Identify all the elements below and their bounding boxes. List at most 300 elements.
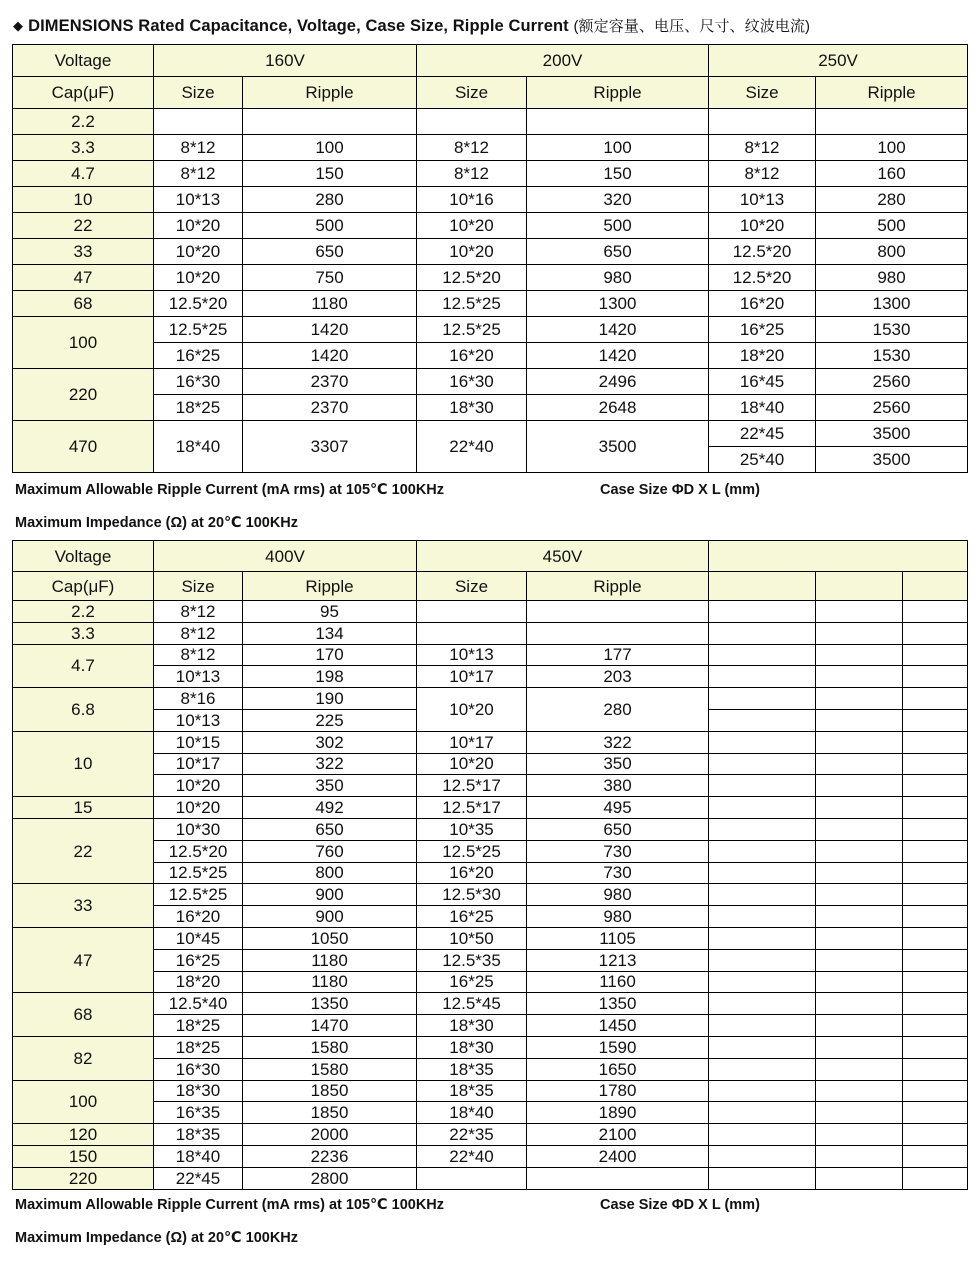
cap-header: Cap(μF)	[13, 77, 154, 109]
case-size-note: Case Size ΦD X L (mm)	[600, 482, 760, 498]
size-cell: 8*12	[154, 161, 243, 187]
ripple-cell: 1580	[243, 1036, 417, 1058]
ripple-cell	[243, 109, 417, 135]
ripple-cell: 1890	[527, 1102, 709, 1124]
size-cell: 16*30	[417, 369, 527, 395]
size-header: Size	[417, 572, 527, 601]
table-row	[13, 644, 968, 666]
size-cell: 18*40	[154, 1145, 243, 1167]
ripple-cell: 2800	[243, 1167, 417, 1189]
cap-cell: 120	[13, 1124, 154, 1146]
size-cell: 10*20	[417, 753, 527, 775]
cap-cell: 220	[13, 369, 154, 421]
table-row	[13, 291, 968, 317]
ripple-cell: 1420	[243, 317, 417, 343]
table-row	[13, 161, 968, 187]
voltage-450v-header: 450V	[417, 541, 709, 572]
empty-cell	[903, 884, 968, 906]
size-cell: 18*30	[154, 1080, 243, 1102]
ripple-cell: 730	[527, 862, 709, 884]
table-row	[13, 884, 968, 906]
empty-cell	[816, 688, 903, 710]
empty-cell	[709, 1015, 816, 1037]
size-cell: 22*40	[417, 1145, 527, 1167]
cap-header: Cap(μF)	[13, 572, 154, 601]
table-row	[13, 1145, 968, 1167]
size-cell: 16*20	[709, 291, 816, 317]
size-cell: 10*45	[154, 927, 243, 949]
size-cell: 16*30	[154, 1058, 243, 1080]
ripple-cell: 650	[243, 239, 417, 265]
ripple-cell: 1420	[527, 317, 709, 343]
ripple-cell: 100	[243, 135, 417, 161]
ripple-cell: 1650	[527, 1058, 709, 1080]
ripple-cell: 1180	[243, 949, 417, 971]
empty-cell	[709, 731, 816, 753]
ripple-cell: 1160	[527, 971, 709, 993]
size-header: Size	[709, 77, 816, 109]
size-cell: 16*20	[417, 343, 527, 369]
table-row	[13, 1015, 968, 1037]
size-cell: 8*12	[417, 161, 527, 187]
size-cell: 16*45	[709, 369, 816, 395]
size-cell: 18*30	[417, 1015, 527, 1037]
size-cell: 12.5*25	[154, 317, 243, 343]
cap-cell: 82	[13, 1036, 154, 1080]
size-cell: 8*12	[154, 135, 243, 161]
dimensions-table-1	[12, 44, 968, 473]
table-row	[13, 109, 968, 135]
size-cell: 8*12	[154, 601, 243, 623]
size-cell: 18*35	[417, 1080, 527, 1102]
voltage-empty-header	[709, 541, 968, 572]
empty-cell	[816, 622, 903, 644]
table-row	[13, 343, 968, 369]
ripple-cell: 730	[527, 840, 709, 862]
size-cell: 10*20	[154, 775, 243, 797]
ripple-cell: 1590	[527, 1036, 709, 1058]
ripple-cell: 2496	[527, 369, 709, 395]
empty-cell	[709, 1124, 816, 1146]
empty-cell	[816, 1058, 903, 1080]
ripple-cell: 280	[816, 187, 968, 213]
ripple-cell	[527, 601, 709, 623]
table-row	[13, 1058, 968, 1080]
size-cell: 22*45	[709, 421, 816, 447]
ripple-cell: 100	[816, 135, 968, 161]
size-cell: 16*25	[154, 343, 243, 369]
size-cell: 12.5*25	[417, 291, 527, 317]
cap-cell: 220	[13, 1167, 154, 1189]
empty-cell	[903, 1080, 968, 1102]
ripple-cell: 198	[243, 666, 417, 688]
ripple-cell: 500	[816, 213, 968, 239]
ripple-cell: 980	[527, 265, 709, 291]
cap-cell: 3.3	[13, 622, 154, 644]
ripple-cell	[527, 1167, 709, 1189]
voltage-250v-header: 250V	[709, 45, 968, 77]
table-row	[13, 797, 968, 819]
ripple-cell: 900	[243, 884, 417, 906]
ripple-cell	[527, 622, 709, 644]
size-header: Size	[154, 572, 243, 601]
ripple-cell: 322	[527, 731, 709, 753]
empty-cell	[903, 1036, 968, 1058]
ripple-note: Maximum Allowable Ripple Current (mA rms) at 105℃ 100KHz	[15, 482, 445, 498]
table-row	[13, 818, 968, 840]
ripple-cell: 3500	[527, 421, 709, 473]
ripple-cell: 280	[527, 688, 709, 732]
empty-cell	[709, 927, 816, 949]
size-cell: 12.5*30	[417, 884, 527, 906]
empty-cell	[816, 818, 903, 840]
size-cell: 12.5*17	[417, 775, 527, 797]
empty-cell	[903, 1124, 968, 1146]
ripple-cell: 350	[527, 753, 709, 775]
empty-cell	[816, 666, 903, 688]
empty-cell	[903, 622, 968, 644]
empty-cell	[903, 818, 968, 840]
ripple-cell: 2560	[816, 395, 968, 421]
empty-cell	[709, 688, 816, 710]
size-cell: 16*25	[709, 317, 816, 343]
empty-cell	[816, 1167, 903, 1189]
ripple-header: Ripple	[527, 77, 709, 109]
size-cell: 16*20	[417, 862, 527, 884]
size-cell: 12.5*25	[154, 884, 243, 906]
cap-cell: 6.8	[13, 688, 154, 732]
title-main: DIMENSIONS Rated Capacitance, Voltage, Case Size, Ripple Current	[28, 17, 569, 35]
ripple-cell: 980	[527, 906, 709, 928]
ripple-cell: 980	[816, 265, 968, 291]
size-cell: 10*20	[417, 239, 527, 265]
size-cell: 18*25	[154, 1015, 243, 1037]
empty-cell	[709, 1167, 816, 1189]
empty-cell	[709, 797, 816, 819]
size-cell: 18*25	[154, 395, 243, 421]
cap-cell: 22	[13, 213, 154, 239]
table-row	[13, 369, 968, 395]
ripple-cell: 280	[243, 187, 417, 213]
size-cell: 10*13	[154, 666, 243, 688]
size-cell: 12.5*20	[154, 840, 243, 862]
cap-cell: 3.3	[13, 135, 154, 161]
empty-cell	[903, 927, 968, 949]
ripple-cell: 3500	[816, 447, 968, 473]
empty-cell	[816, 1102, 903, 1124]
cap-cell: 68	[13, 291, 154, 317]
table-row	[13, 1036, 968, 1058]
empty-cell	[816, 1015, 903, 1037]
ripple-cell: 1850	[243, 1080, 417, 1102]
table-row	[13, 1102, 968, 1124]
empty-cell	[709, 666, 816, 688]
voltage-400v-header: 400V	[154, 541, 417, 572]
cap-cell: 33	[13, 239, 154, 265]
empty-cell	[816, 753, 903, 775]
empty-cell	[709, 1145, 816, 1167]
empty-cell	[903, 949, 968, 971]
size-cell: 10*17	[417, 731, 527, 753]
empty-header-cell	[816, 572, 903, 601]
cap-cell: 22	[13, 818, 154, 883]
size-cell: 12.5*25	[417, 840, 527, 862]
ripple-cell: 900	[243, 906, 417, 928]
ripple-cell: 800	[243, 862, 417, 884]
cap-cell: 47	[13, 927, 154, 992]
ripple-cell: 1213	[527, 949, 709, 971]
empty-cell	[709, 644, 816, 666]
empty-cell	[816, 906, 903, 928]
table-row	[13, 239, 968, 265]
empty-cell	[816, 884, 903, 906]
size-cell: 10*17	[154, 753, 243, 775]
size-cell: 12.5*40	[154, 993, 243, 1015]
size-cell: 16*30	[154, 369, 243, 395]
ripple-cell: 495	[527, 797, 709, 819]
ripple-cell: 2400	[527, 1145, 709, 1167]
cap-cell: 100	[13, 317, 154, 369]
ripple-cell: 650	[527, 239, 709, 265]
size-cell: 12.5*20	[709, 265, 816, 291]
size-cell: 12.5*17	[417, 797, 527, 819]
size-cell: 12.5*25	[417, 317, 527, 343]
size-cell: 22*45	[154, 1167, 243, 1189]
size-cell: 10*13	[154, 187, 243, 213]
ripple-cell	[816, 109, 968, 135]
empty-cell	[903, 993, 968, 1015]
size-cell: 18*20	[709, 343, 816, 369]
ripple-cell: 190	[243, 688, 417, 710]
table-row	[13, 601, 968, 623]
empty-cell	[903, 1167, 968, 1189]
empty-cell	[709, 906, 816, 928]
size-cell: 22*35	[417, 1124, 527, 1146]
size-cell: 10*20	[154, 213, 243, 239]
empty-cell	[903, 709, 968, 731]
empty-cell	[816, 927, 903, 949]
size-cell: 25*40	[709, 447, 816, 473]
cap-cell: 2.2	[13, 109, 154, 135]
ripple-cell: 302	[243, 731, 417, 753]
size-cell: 10*17	[417, 666, 527, 688]
size-cell: 16*20	[154, 906, 243, 928]
empty-cell	[903, 688, 968, 710]
size-cell	[417, 622, 527, 644]
ripple-cell: 100	[527, 135, 709, 161]
ripple-cell: 1350	[527, 993, 709, 1015]
size-cell: 18*30	[417, 1036, 527, 1058]
ripple-cell: 492	[243, 797, 417, 819]
size-cell: 8*12	[417, 135, 527, 161]
empty-cell	[903, 666, 968, 688]
empty-cell	[709, 1080, 816, 1102]
empty-cell	[709, 840, 816, 862]
empty-cell	[816, 840, 903, 862]
table-row	[13, 993, 968, 1015]
empty-cell	[816, 775, 903, 797]
size-cell: 10*20	[417, 688, 527, 732]
ripple-cell: 2560	[816, 369, 968, 395]
empty-cell	[816, 993, 903, 1015]
empty-cell	[709, 622, 816, 644]
table-row	[13, 317, 968, 343]
ripple-cell	[527, 109, 709, 135]
ripple-cell: 1780	[527, 1080, 709, 1102]
case-size-note: Case Size ΦD X L (mm)	[600, 1197, 760, 1213]
ripple-cell: 1470	[243, 1015, 417, 1037]
table-row	[13, 135, 968, 161]
size-cell: 10*35	[417, 818, 527, 840]
ripple-cell: 1850	[243, 1102, 417, 1124]
ripple-header: Ripple	[527, 572, 709, 601]
empty-cell	[709, 709, 816, 731]
ripple-cell: 1350	[243, 993, 417, 1015]
size-cell: 18*40	[154, 421, 243, 473]
empty-cell	[709, 971, 816, 993]
ripple-cell: 1420	[527, 343, 709, 369]
diamond-icon: ◆	[13, 18, 24, 33]
empty-cell	[903, 1102, 968, 1124]
ripple-cell: 980	[527, 884, 709, 906]
ripple-header: Ripple	[243, 77, 417, 109]
ripple-cell: 750	[243, 265, 417, 291]
size-cell: 22*40	[417, 421, 527, 473]
size-cell: 16*35	[154, 1102, 243, 1124]
empty-header-cell	[709, 572, 816, 601]
size-cell: 18*35	[154, 1124, 243, 1146]
ripple-cell: 2236	[243, 1145, 417, 1167]
cap-cell: 68	[13, 993, 154, 1037]
size-cell: 10*20	[154, 239, 243, 265]
size-cell: 18*30	[417, 395, 527, 421]
voltage-160v-header: 160V	[154, 45, 417, 77]
ripple-cell: 3307	[243, 421, 417, 473]
empty-cell	[903, 753, 968, 775]
size-cell: 18*20	[154, 971, 243, 993]
cap-cell: 10	[13, 187, 154, 213]
size-cell	[417, 601, 527, 623]
ripple-cell: 203	[527, 666, 709, 688]
size-cell: 8*12	[154, 644, 243, 666]
size-cell: 12.5*20	[417, 265, 527, 291]
empty-cell	[709, 1102, 816, 1124]
size-cell: 10*20	[417, 213, 527, 239]
empty-cell	[903, 906, 968, 928]
ripple-cell: 1450	[527, 1015, 709, 1037]
ripple-cell: 1050	[243, 927, 417, 949]
table-row	[13, 840, 968, 862]
empty-cell	[903, 601, 968, 623]
table-row	[13, 862, 968, 884]
ripple-cell: 2000	[243, 1124, 417, 1146]
table-row	[13, 1124, 968, 1146]
ripple-cell: 650	[243, 818, 417, 840]
empty-cell	[903, 644, 968, 666]
size-header: Size	[154, 77, 243, 109]
empty-cell	[816, 1036, 903, 1058]
dimensions-table-2	[12, 540, 968, 1190]
size-cell: 18*25	[154, 1036, 243, 1058]
ripple-cell: 322	[243, 753, 417, 775]
cap-cell: 100	[13, 1080, 154, 1124]
empty-cell	[903, 862, 968, 884]
voltage-header: Voltage	[13, 45, 154, 77]
empty-cell	[903, 797, 968, 819]
size-cell: 18*40	[709, 395, 816, 421]
ripple-cell: 1530	[816, 317, 968, 343]
table-row	[13, 971, 968, 993]
ripple-cell: 1300	[527, 291, 709, 317]
title-chinese: (额定容量、电压、尺寸、纹波电流)	[573, 18, 811, 35]
ripple-cell: 500	[527, 213, 709, 239]
table-row	[13, 622, 968, 644]
empty-cell	[709, 818, 816, 840]
page-title	[13, 15, 810, 36]
size-cell: 10*13	[154, 709, 243, 731]
cap-cell: 15	[13, 797, 154, 819]
empty-cell	[903, 840, 968, 862]
size-cell: 10*20	[709, 213, 816, 239]
ripple-cell: 650	[527, 818, 709, 840]
empty-cell	[709, 601, 816, 623]
empty-cell	[816, 1080, 903, 1102]
cap-cell: 47	[13, 265, 154, 291]
cap-cell: 33	[13, 884, 154, 928]
size-cell	[417, 109, 527, 135]
ripple-cell: 350	[243, 775, 417, 797]
table-row	[13, 906, 968, 928]
ripple-cell: 150	[243, 161, 417, 187]
empty-cell	[903, 775, 968, 797]
empty-cell	[816, 971, 903, 993]
table-row	[13, 688, 968, 710]
empty-cell	[816, 601, 903, 623]
cap-cell: 470	[13, 421, 154, 473]
size-cell: 16*25	[154, 949, 243, 971]
table-row	[13, 395, 968, 421]
empty-cell	[816, 644, 903, 666]
ripple-note: Maximum Allowable Ripple Current (mA rms) at 105℃ 100KHz	[15, 1197, 445, 1213]
empty-cell	[709, 884, 816, 906]
ripple-cell: 1180	[243, 971, 417, 993]
ripple-cell: 2648	[527, 395, 709, 421]
size-cell: 8*12	[709, 135, 816, 161]
ripple-cell: 320	[527, 187, 709, 213]
size-cell: 12.5*20	[709, 239, 816, 265]
size-cell: 18*35	[417, 1058, 527, 1080]
size-cell: 10*50	[417, 927, 527, 949]
ripple-cell: 800	[816, 239, 968, 265]
empty-cell	[709, 862, 816, 884]
empty-cell	[709, 775, 816, 797]
empty-cell	[816, 709, 903, 731]
size-cell: 12.5*20	[154, 291, 243, 317]
ripple-cell: 160	[816, 161, 968, 187]
size-cell: 10*30	[154, 818, 243, 840]
size-cell	[417, 1167, 527, 1189]
size-cell	[709, 109, 816, 135]
empty-cell	[903, 1015, 968, 1037]
empty-cell	[709, 1058, 816, 1080]
empty-cell	[709, 753, 816, 775]
ripple-cell: 1420	[243, 343, 417, 369]
size-cell	[154, 109, 243, 135]
ripple-cell: 2370	[243, 369, 417, 395]
cap-cell: 10	[13, 731, 154, 796]
size-cell: 10*20	[154, 797, 243, 819]
empty-cell	[903, 1058, 968, 1080]
